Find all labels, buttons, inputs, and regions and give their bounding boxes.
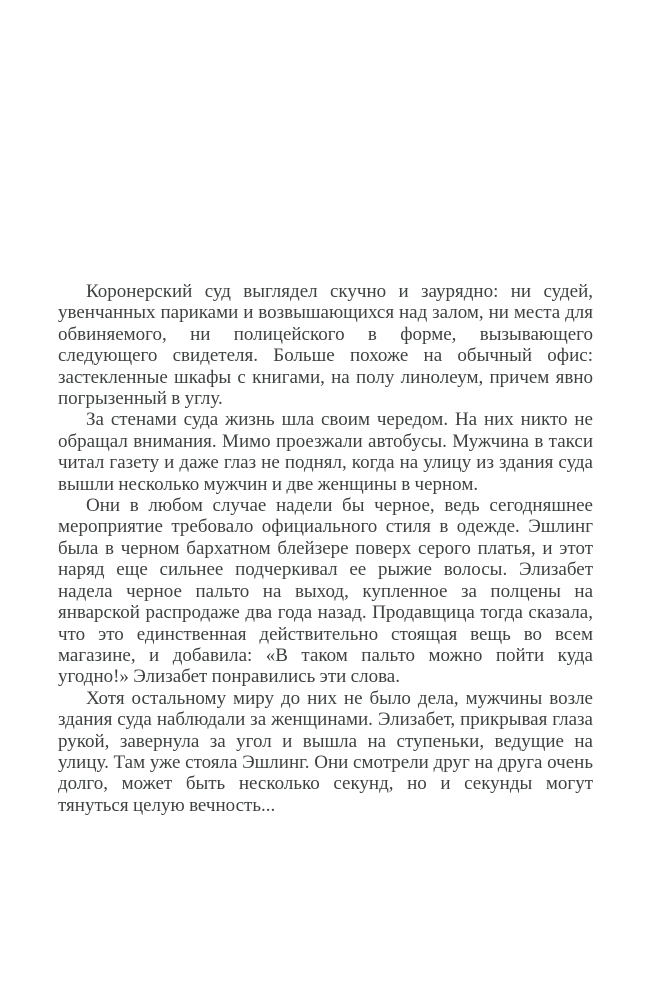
paragraph-3: Они в любом случае надели бы черное, ведь сегодняшнее мероприятие требовало официального стиля в одежде. Эшлинг была в черном бархатном блейзере поверх серого платья, и этот наряд еще сильнее подчеркивал ее рыжие волосы. Элизабет надела черное пальто на выход, купленное за полцены на январской распродаже два года назад. Продавщица тогда сказала, что это единственная действительно стоящая вещь во всем магазине, и добавила: «В таком пальто можно пойти куда угодно!» Элизабет понравились эти слова. — [58, 495, 593, 688]
paragraph-1: Коронерский суд выглядел скучно и заурядно: ни судей, увенчанных париками и возвышающихся над залом, ни места для обвиняемого, ни полицейского в форме, вызывающего следующего свидетеля. Больше похоже на обычный офис: застекленные шкафы с книгами, на полу линолеум, причем явно погрызенный в углу. — [58, 281, 593, 410]
page-text-block — [58, 281, 593, 816]
paragraph-2: За стенами суда жизнь шла своим чередом. На них никто не обращал внимания. Мимо проезжали автобусы. Мужчина в такси читал газету и даже глаз не поднял, когда на улицу из здания суда вышли несколько мужчин и две женщины в черном. — [58, 409, 593, 495]
paragraph-4: Хотя остальному миру до них не было дела, мужчины возле здания суда наблюдали за женщинами. Элизабет, прикрывая глаза рукой, завернула за угол и вышла на ступеньки, ведущие на улицу. Там уже стояла Эшлинг. Они смотрели друг на друга очень долго, может быть несколько секунд, но и секунды могут тянуться целую вечность... — [58, 687, 593, 816]
